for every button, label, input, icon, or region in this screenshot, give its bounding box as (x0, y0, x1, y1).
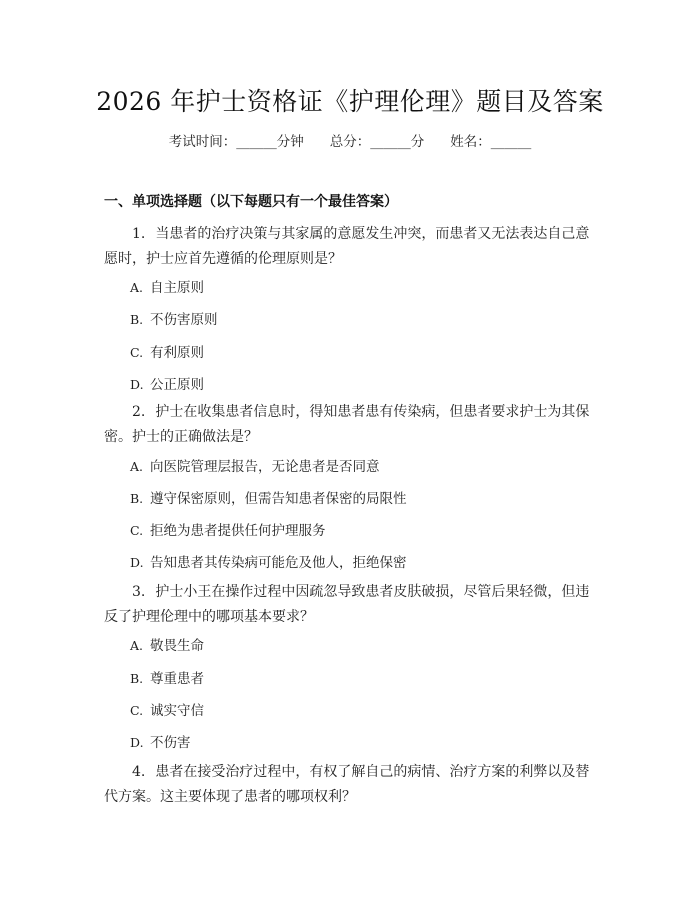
option-text: 向医院管理层报告，无论患者是否同意 (150, 459, 380, 475)
option-text: 不伤害 (150, 735, 191, 751)
option-1b (130, 308, 218, 328)
option-1a (130, 276, 204, 296)
name-label: 姓名： (450, 134, 491, 150)
option-3d (130, 731, 191, 751)
option-1d (130, 373, 204, 393)
option-text: 自主原则 (150, 280, 204, 296)
page-title: 2026 年护士资格证《护理伦理》题目及答案 (96, 87, 604, 116)
section-heading: 一、单项选择题（以下每题只有一个最佳答案） (104, 194, 398, 210)
option-letter: B. (130, 671, 144, 686)
question-text: 护士小王在操作过程中因疏忽导致患者皮肤破损，尽管后果轻微，但违反了护理伦理中的哪项基本要求？ (104, 584, 590, 625)
option-letter: B. (130, 491, 144, 506)
option-text: 遵守保密原则，但需告知患者保密的局限性 (150, 491, 407, 507)
option-letter: D. (130, 555, 144, 570)
question-number: 4. (132, 764, 146, 780)
question-number: 2. (132, 404, 146, 420)
time-unit: 分钟 (276, 134, 304, 150)
option-letter: C. (130, 345, 144, 360)
option-text: 诚实守信 (150, 703, 204, 719)
option-1c (130, 341, 204, 361)
option-text: 拒绝为患者提供任何护理服务 (150, 523, 326, 539)
option-text: 公正原则 (150, 377, 204, 393)
score-unit: 分 (410, 134, 425, 150)
option-text: 告知患者其传染病可能危及他人，拒绝保密 (150, 555, 407, 571)
time-blank: ______ (236, 134, 277, 150)
option-text: 尊重患者 (150, 671, 204, 687)
question-4 (104, 760, 600, 810)
score-label: 总分： (329, 134, 371, 150)
option-letter: A. (130, 638, 144, 653)
option-3a (130, 634, 204, 654)
option-2a (130, 455, 380, 475)
option-text: 不伤害原则 (150, 312, 218, 328)
question-2 (104, 400, 600, 450)
question-number: 1. (132, 226, 146, 242)
option-text: 敬畏生命 (150, 638, 204, 654)
exam-meta-line (0, 130, 700, 150)
option-letter: B. (130, 312, 144, 327)
question-text: 当患者的治疗决策与其家属的意愿发生冲突，而患者又无法表达自己意愿时，护士应首先遵循的伦理原则是？ (104, 226, 590, 267)
option-text: 有利原则 (150, 345, 204, 361)
option-letter: A. (130, 459, 144, 474)
option-2d (130, 551, 407, 571)
option-2b (130, 487, 407, 507)
time-label: 考试时间： (168, 134, 237, 150)
option-3b (130, 667, 204, 687)
name-blank: ______ (490, 134, 532, 150)
question-number: 3. (132, 584, 146, 600)
option-letter: A. (130, 280, 144, 295)
option-3c (130, 699, 204, 719)
option-letter: D. (130, 377, 144, 392)
score-blank: ______ (370, 134, 411, 150)
option-letter: C. (130, 523, 144, 538)
option-letter: D. (130, 735, 144, 750)
option-letter: C. (130, 703, 144, 718)
question-text: 患者在接受治疗过程中，有权了解自己的病情、治疗方案的利弊以及替代方案。这主要体现了患者的哪项权利？ (104, 764, 590, 805)
question-text: 护士在收集患者信息时，得知患者患有传染病，但患者要求护士为其保密。护士的正确做法是？ (104, 404, 590, 445)
question-1 (104, 222, 600, 272)
option-2c (130, 519, 326, 539)
question-3 (104, 580, 600, 630)
